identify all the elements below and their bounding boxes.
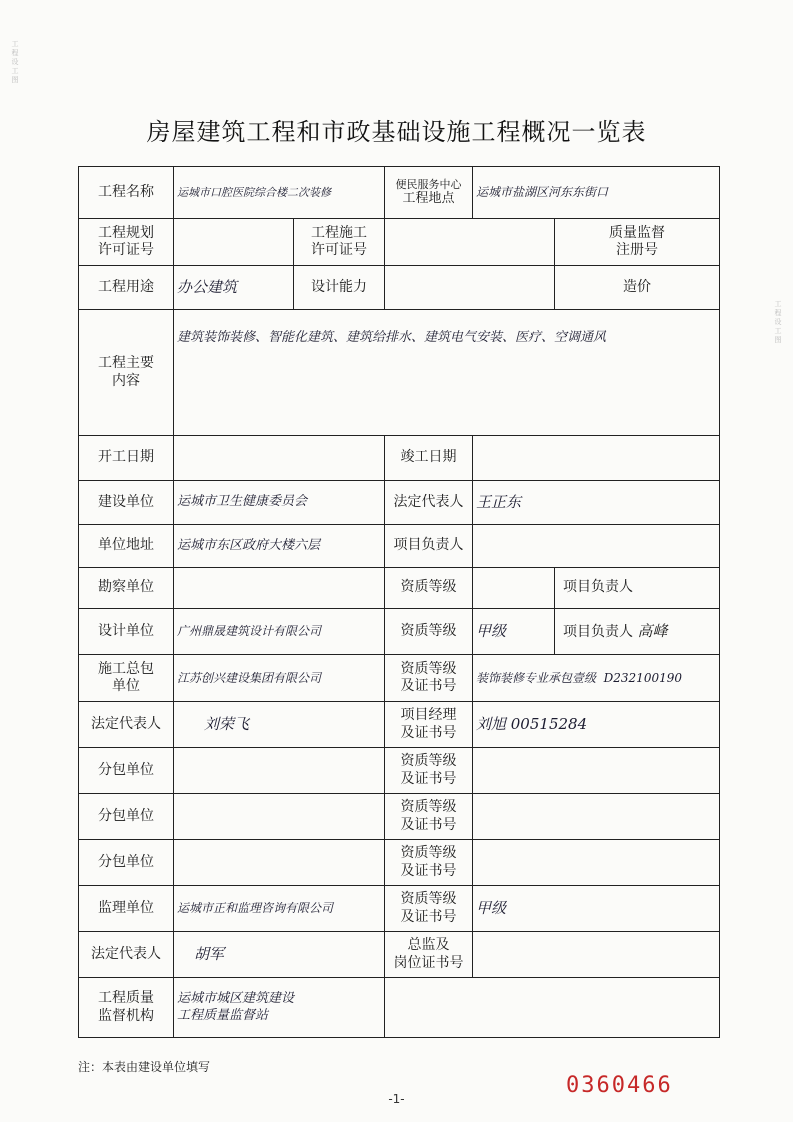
page-title: 房屋建筑工程和市政基础设施工程概况一览表 (146, 118, 647, 146)
watermark: 工程设工图 (11, 40, 19, 85)
value-planning-permit (174, 219, 294, 266)
value-subcontractor (174, 748, 385, 794)
table-row (79, 310, 720, 436)
footer-note: 注：本表由建设单位填写 (78, 1060, 211, 1074)
table-row (79, 748, 720, 794)
label-supervision-unit: 监理单位 (79, 886, 174, 932)
label-survey-leader: 项目负责人 (555, 568, 720, 609)
value-completion-date (473, 436, 720, 481)
value-survey-grade (473, 568, 555, 609)
value-supervision-grade: 甲级 (473, 886, 720, 932)
label-subcontractor: 分包单位 (79, 840, 174, 886)
label-general-contractor: 施工总包 单位 (79, 655, 174, 702)
value-unit-address: 运城市东区政府大楼六层 (174, 525, 385, 568)
table-row (79, 481, 720, 525)
label-subcontractor: 分包单位 (79, 748, 174, 794)
label-sub-qualification: 资质等级 及证书号 (385, 840, 473, 886)
table-row (79, 655, 720, 702)
table-row (79, 840, 720, 886)
value-design-capacity (385, 266, 555, 310)
label-design-unit: 设计单位 (79, 609, 174, 655)
table-row (79, 568, 720, 609)
label-planning-permit: 工程规划 许可证号 (79, 219, 174, 266)
label-project-location: 便民服务中心 工程地点 (385, 167, 473, 219)
value-project-location: 运城市盐湖区河东东街口 (473, 167, 720, 219)
value-design-grade: 甲级 (473, 609, 555, 655)
label-subcontractor: 分包单位 (79, 794, 174, 840)
table-row (79, 794, 720, 840)
table-row (79, 436, 720, 481)
table-row (79, 932, 720, 978)
value-general-contractor: 江苏创兴建设集团有限公司 (174, 655, 385, 702)
label-sub-qualification: 资质等级 及证书号 (385, 794, 473, 840)
value-sub-qualification (473, 748, 720, 794)
label-sub-qualification: 资质等级 及证书号 (385, 748, 473, 794)
value-project-name: 运城市口腔医院综合楼二次装修 (174, 167, 385, 219)
value-developer: 运城市卫生健康委员会 (174, 481, 385, 525)
value-supervision-legal-rep: 胡军 (174, 932, 385, 978)
value-quality-agency: 运城市城区建筑建设 工程质量监督站 (174, 978, 385, 1038)
label-cost: 造价 (555, 266, 720, 310)
value-survey-unit (174, 568, 385, 609)
label-supervision-qualification: 资质等级 及证书号 (385, 886, 473, 932)
value-project-use: 办公建筑 (174, 266, 294, 310)
value-construction-permit (385, 219, 555, 266)
label-supervision-legal-rep: 法定代表人 (79, 932, 174, 978)
project-overview-table (78, 166, 720, 1038)
watermark: 工程设工图 (774, 300, 782, 345)
label-contractor-legal-rep: 法定代表人 (79, 702, 174, 748)
label-legal-rep: 法定代表人 (385, 481, 473, 525)
label-quality-agency: 工程质量 监督机构 (79, 978, 174, 1038)
label-chief-supervisor: 总监及 岗位证书号 (385, 932, 473, 978)
value-quality-agency-remark (385, 978, 720, 1038)
label-developer: 建设单位 (79, 481, 174, 525)
label-project-name: 工程名称 (79, 167, 174, 219)
page-number: -1- (388, 1092, 405, 1106)
table-row (79, 266, 720, 310)
label-survey-unit: 勘察单位 (79, 568, 174, 609)
label-project-use: 工程用途 (79, 266, 174, 310)
label-quality-reg: 质量监督 注册号 (555, 219, 720, 266)
value-pm-cert: 刘旭 00515284 (473, 702, 720, 748)
label-survey-grade: 资质等级 (385, 568, 473, 609)
value-contractor-legal-rep: 刘荣飞 (174, 702, 385, 748)
value-legal-rep: 王正东 (473, 481, 720, 525)
table-row (79, 702, 720, 748)
label-design-capacity: 设计能力 (294, 266, 385, 310)
value-sub-qualification (473, 840, 720, 886)
label-main-content: 工程主要 内容 (79, 310, 174, 436)
label-construction-permit: 工程施工 许可证号 (294, 219, 385, 266)
label-start-date: 开工日期 (79, 436, 174, 481)
label-pm-cert: 项目经理 及证书号 (385, 702, 473, 748)
value-contractor-qualification: 装饰装修专业承包壹级 D232100190 (473, 655, 720, 702)
value-main-content: 建筑装饰装修、智能化建筑、建筑给排水、建筑电气安装、医疗、空调通风 (174, 310, 720, 436)
table-row (79, 525, 720, 568)
value-design-leader: 高峰 (637, 621, 668, 640)
label-completion-date: 竣工日期 (385, 436, 473, 481)
value-start-date (174, 436, 385, 481)
value-subcontractor (174, 840, 385, 886)
label-contractor-qualification: 资质等级 及证书号 (385, 655, 473, 702)
label-design-grade: 资质等级 (385, 609, 473, 655)
label-unit-address: 单位地址 (79, 525, 174, 568)
value-project-leader (473, 525, 720, 568)
table-row (79, 978, 720, 1038)
value-supervision-unit: 运城市正和监理咨询有限公司 (174, 886, 385, 932)
table-row (79, 609, 720, 655)
table-row (79, 167, 720, 219)
value-design-unit: 广州鼎晟建筑设计有限公司 (174, 609, 385, 655)
label-project-leader: 项目负责人 (385, 525, 473, 568)
table-row (79, 219, 720, 266)
serial-number: 0360466 (566, 1073, 673, 1098)
table-row (79, 886, 720, 932)
value-subcontractor (174, 794, 385, 840)
label-design-leader: 项目负责人 高峰 (555, 609, 720, 655)
value-sub-qualification (473, 794, 720, 840)
value-chief-supervisor (473, 932, 720, 978)
